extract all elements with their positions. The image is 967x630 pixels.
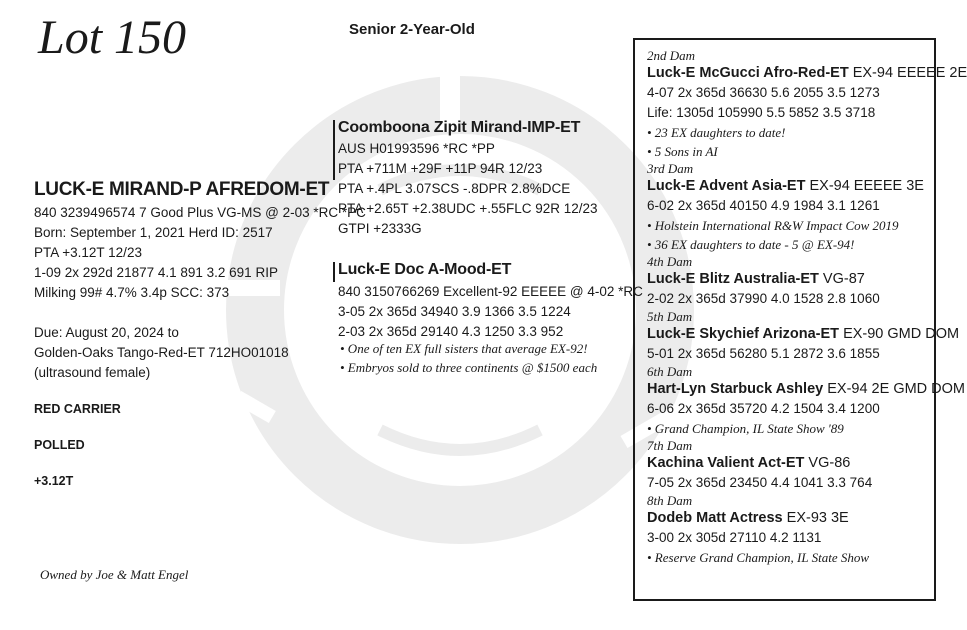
owner-credit: Owned by Joe & Matt Engel bbox=[40, 567, 189, 582]
sire-line: PTA +2.65T +2.38UDC +.55FLC 92R 12/23 bbox=[338, 201, 598, 216]
animal-born-line: Born: September 1, 2021 Herd ID: 2517 bbox=[34, 225, 273, 240]
due-info bbox=[34, 323, 289, 383]
ancestor-name: Luck-E Advent Asia-ET bbox=[647, 178, 806, 194]
due-line-2: Golden-Oaks Tango-Red-ET 712HO01018 bbox=[34, 345, 289, 360]
generation-label: 2nd Dam bbox=[647, 48, 696, 63]
generation-label: 6th Dam bbox=[647, 364, 693, 379]
pedigree-entry bbox=[647, 161, 932, 254]
dam-details bbox=[338, 282, 643, 342]
generation-label: 8th Dam bbox=[647, 493, 693, 508]
ancestor-name-line bbox=[647, 453, 932, 473]
sire-name: Coomboona Zipit Mirand-IMP-ET bbox=[338, 119, 581, 136]
ancestor-classification: EX-94 EEEEE 3E bbox=[805, 178, 924, 194]
ancestor-name-line bbox=[647, 324, 960, 344]
ancestor-classification: EX-94 EEEEE 2E bbox=[848, 65, 967, 81]
sire-line: AUS H01993596 *RC *PP bbox=[338, 141, 495, 156]
ancestor-note: • Holstein International R&W Impact Cow 2019 bbox=[647, 218, 899, 233]
lot-title: Lot 150 bbox=[38, 11, 187, 64]
due-line-3: (ultrasound female) bbox=[34, 365, 151, 380]
ancestor-name-line bbox=[647, 176, 932, 196]
due-line-1: Due: August 20, 2024 to bbox=[34, 325, 179, 340]
generation-label: 7th Dam bbox=[647, 438, 693, 453]
dam-line: 840 3150766269 Excellent-92 EEEEE @ 4-02 *RC bbox=[338, 284, 643, 299]
ancestor-name: Luck-E Blitz Australia-ET bbox=[647, 271, 819, 287]
pedigree-entry bbox=[647, 438, 932, 493]
ancestor-record: 3-00 2x 305d 27110 4.2 1131 bbox=[647, 530, 822, 545]
sire-details bbox=[338, 139, 598, 239]
ancestor-record: 4-07 2x 365d 36630 5.6 2055 3.5 1273 bbox=[647, 85, 880, 100]
ancestor-record: 2-02 2x 365d 37990 4.0 1528 2.8 1060 bbox=[647, 291, 880, 306]
ancestor-note: • 36 EX daughters to date - 5 @ EX-94! bbox=[647, 237, 855, 252]
dam-rule bbox=[333, 262, 335, 282]
sire-line: GTPI +2333G bbox=[338, 221, 422, 236]
generation-label: 4th Dam bbox=[647, 254, 693, 269]
generation-label: 5th Dam bbox=[647, 309, 693, 324]
pedigree-entry bbox=[647, 254, 932, 309]
ancestor-classification: EX-93 3E bbox=[782, 510, 849, 526]
dam-line: 2-03 2x 365d 29140 4.3 1250 3.3 952 bbox=[338, 324, 564, 339]
ancestor-classification: EX-94 2E GMD DOM bbox=[823, 381, 966, 397]
generation-label: 3rd Dam bbox=[647, 161, 694, 176]
ancestor-name: Dodeb Matt Actress bbox=[647, 510, 783, 526]
class-label: Senior 2-Year-Old bbox=[349, 21, 475, 38]
animal-milking-line: Milking 99# 4.7% 3.4p SCC: 373 bbox=[34, 285, 230, 300]
pedigree-entry bbox=[647, 493, 932, 567]
animal-name: LUCK-E MIRAND-P AFREDOM-ET bbox=[34, 179, 330, 200]
ancestor-note: • Grand Champion, IL State Show '89 bbox=[647, 421, 844, 436]
dam-note: • One of ten EX full sisters that average EX-92! bbox=[340, 341, 588, 356]
ancestor-name: Kachina Valient Act-ET bbox=[647, 455, 805, 471]
flag-red-carrier: RED CARRIER bbox=[34, 402, 121, 416]
ancestor-classification: VG-87 bbox=[818, 271, 865, 287]
ancestor-record: Life: 1305d 105990 5.5 5852 3.5 3718 bbox=[647, 105, 876, 120]
ancestor-record: 7-05 2x 365d 23450 4.4 1041 3.3 764 bbox=[647, 475, 873, 490]
flag-pta-type: +3.12T bbox=[34, 474, 74, 488]
ancestor-note: • 23 EX daughters to date! bbox=[647, 125, 786, 140]
ancestor-name-line bbox=[647, 63, 967, 83]
flag-polled: POLLED bbox=[34, 438, 85, 452]
ancestor-name: Luck-E Skychief Arizona-ET bbox=[647, 326, 840, 342]
animal-details bbox=[34, 203, 366, 303]
ancestor-classification: VG-86 bbox=[804, 455, 851, 471]
ancestor-note: • Reserve Grand Champion, IL State Show bbox=[647, 550, 870, 565]
sire-rule bbox=[333, 120, 335, 180]
pedigree-entry bbox=[647, 364, 966, 438]
sire-line: PTA +.4PL 3.07SCS -.8DPR 2.8%DCE bbox=[338, 181, 571, 196]
ancestor-classification: EX-90 GMD DOM bbox=[839, 326, 960, 342]
pedigree-list bbox=[647, 48, 967, 567]
dam-line: 3-05 2x 365d 34940 3.9 1366 3.5 1224 bbox=[338, 304, 571, 319]
dam-name: Luck-E Doc A-Mood-ET bbox=[338, 261, 512, 278]
ancestor-name: Hart-Lyn Starbuck Ashley bbox=[647, 381, 824, 397]
ancestor-record: 6-02 2x 365d 40150 4.9 1984 3.1 1261 bbox=[647, 198, 880, 213]
animal-id-line: 840 3239496574 7 Good Plus VG-MS @ 2-03 *RC *PC bbox=[34, 205, 366, 220]
ancestor-note: • 5 Sons in AI bbox=[647, 144, 718, 159]
animal-pta-line: PTA +3.12T 12/23 bbox=[34, 245, 142, 260]
ancestor-name: Luck-E McGucci Afro-Red-ET bbox=[647, 65, 849, 81]
ancestor-name-line bbox=[647, 379, 966, 399]
ancestor-record: 6-06 2x 365d 35720 4.2 1504 3.4 1200 bbox=[647, 401, 880, 416]
sire-line: PTA +711M +29F +11P 94R 12/23 bbox=[338, 161, 543, 176]
pedigree-box bbox=[633, 38, 967, 601]
animal-record-line: 1-09 2x 292d 21877 4.1 891 3.2 691 RIP bbox=[34, 265, 278, 280]
ancestor-record: 5-01 2x 365d 56280 5.1 2872 3.6 1855 bbox=[647, 346, 880, 361]
ancestor-name-line bbox=[647, 269, 932, 289]
dam-note: • Embryos sold to three continents @ $1500 each bbox=[340, 360, 598, 375]
pedigree-entry bbox=[647, 48, 967, 161]
pedigree-entry bbox=[647, 309, 960, 364]
ancestor-name-line bbox=[647, 508, 932, 528]
